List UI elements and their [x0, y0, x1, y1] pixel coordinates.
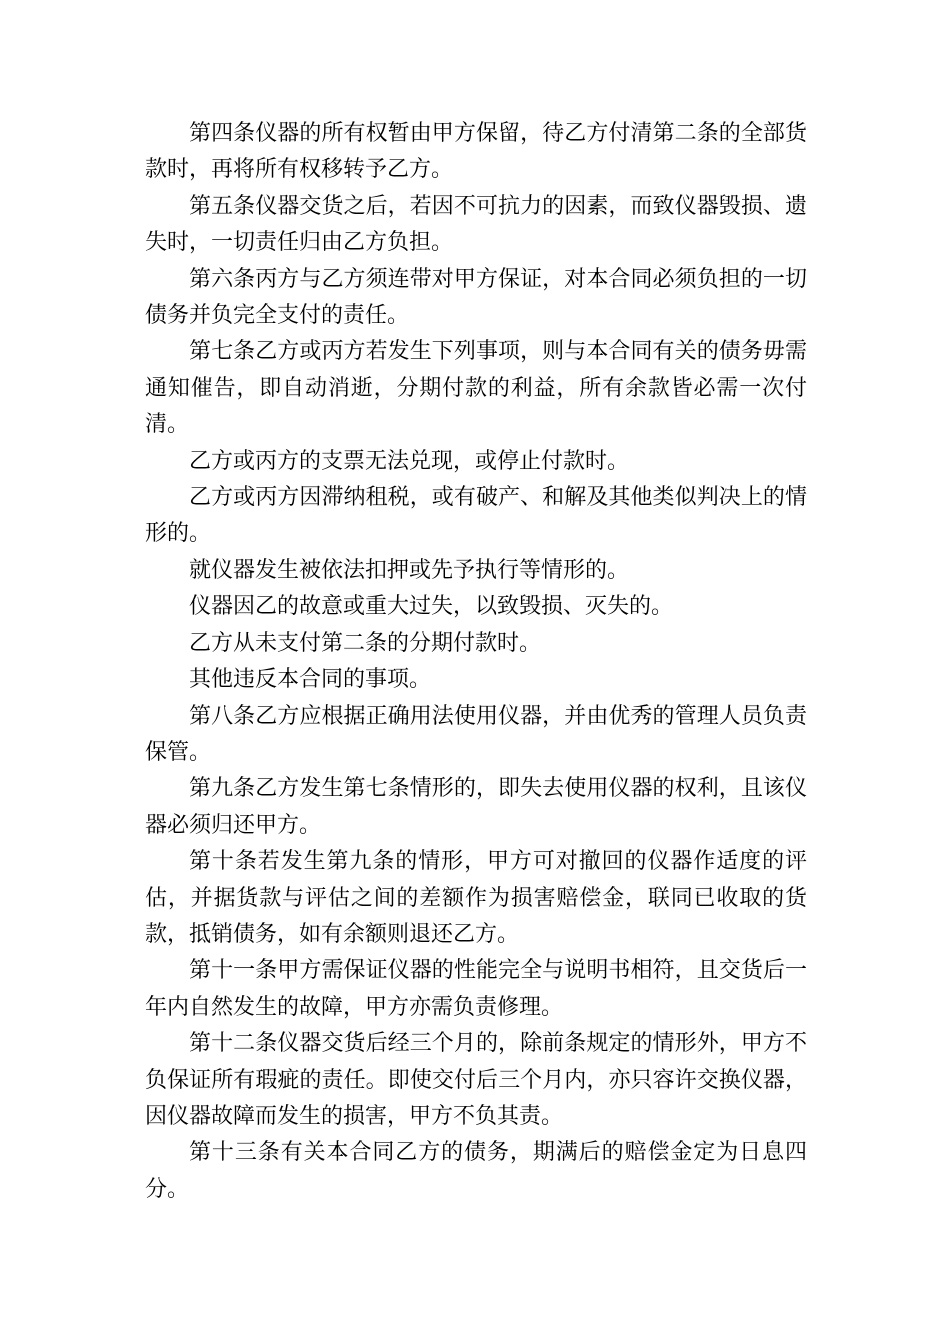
paragraph-article-8: 第八条乙方应根据正确用法使用仪器，并由优秀的管理人员负责保管。: [145, 703, 807, 765]
paragraph-article-7-item-1: 乙方或丙方的支票无法兑现，或停止付款时。: [189, 448, 630, 474]
paragraph-article-7-item-2: 乙方或丙方因滞纳租税，或有破产、和解及其他类似判决上的情形的。: [145, 485, 807, 547]
paragraph-article-11: 第十一条甲方需保证仪器的性能完全与说明书相符，且交货后一年内自然发生的故障，甲方亦需负责修理。: [145, 958, 807, 1020]
paragraph-article-10: 第十条若发生第九条的情形，甲方可对撤回的仪器作适度的评估，并据货款与评估之间的差额作为损害赔偿金，联同已收取的货款，抵销债务，如有余额则退还乙方。: [145, 849, 807, 947]
paragraph-article-6: 第六条丙方与乙方须连带对甲方保证，对本合同必须负担的一切债务并负完全支付的责任。: [145, 266, 807, 329]
paragraph-article-4: 第四条仪器的所有权暂由甲方保留，待乙方付清第二条的全部货款时，再将所有权移转予乙方。: [145, 121, 807, 183]
paragraph-article-13: 第十三条有关本合同乙方的债务，期满后的赔偿金定为日息四分。: [145, 1140, 807, 1202]
paragraph-article-7-item-4: 仪器因乙的故意或重大过失，以致毁损、灭失的。: [189, 594, 674, 620]
paragraph-article-7: 第七条乙方或丙方若发生下列事项，则与本合同有关的债务毋需通知催告，即自动消逝，分期付款的利益，所有余款皆必需一次付清。: [145, 339, 807, 438]
contract-body: [145, 116, 807, 1208]
paragraph-article-7-item-3: 就仪器发生被依法扣押或先予执行等情形的。: [189, 557, 630, 583]
paragraph-article-7-item-6: 其他违反本合同的事项。: [189, 667, 432, 693]
paragraph-article-5: 第五条仪器交货之后，若因不可抗力的因素，而致仪器毁损、遗失时，一切责任归由乙方负担。: [145, 193, 807, 256]
paragraph-article-7-item-5: 乙方从未支付第二条的分期付款时。: [189, 630, 542, 656]
paragraph-article-12: 第十二条仪器交货后经三个月的，除前条规定的情形外，甲方不负保证所有瑕疵的责任。即使交付后三个月内，亦只容许交换仪器，因仪器故障而发生的损害，甲方不负其责。: [145, 1031, 807, 1129]
paragraph-article-9: 第九条乙方发生第七条情形的，即失去使用仪器的权利，且该仪器必须归还甲方。: [145, 776, 807, 838]
